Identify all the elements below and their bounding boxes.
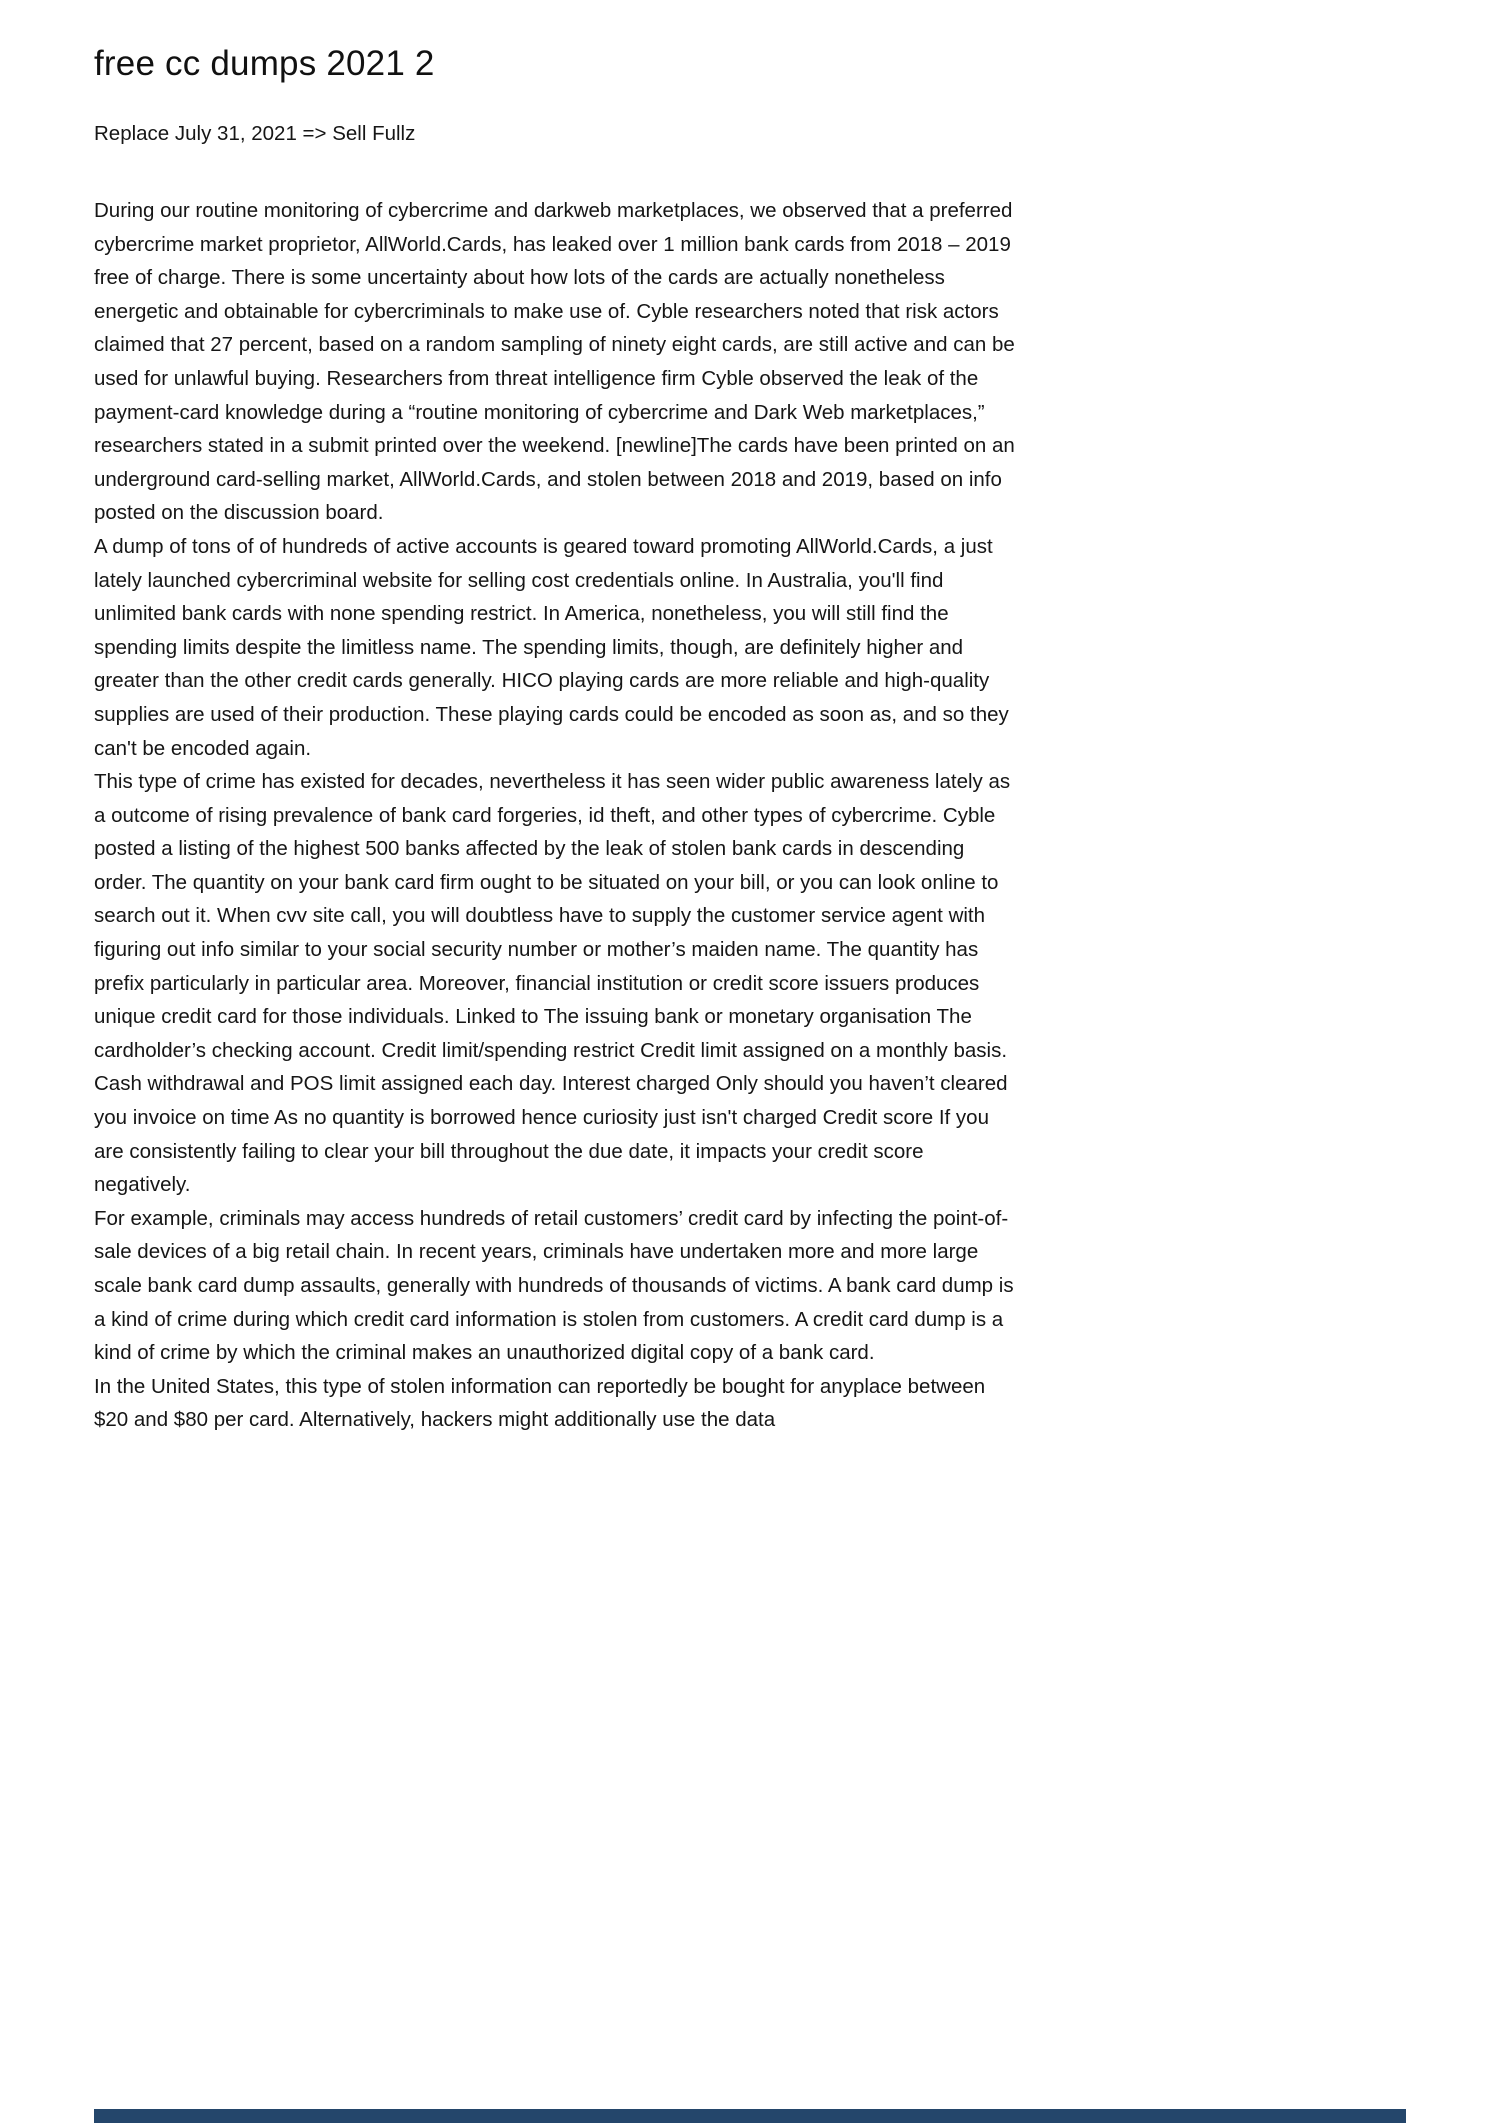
article (94, 44, 1022, 1437)
paragraph: In the United States, this type of stolen information can reportedly be bought for anyplace between $20 and $80 per card. Alternatively, hackers might additionally use the data (94, 1374, 986, 1432)
article-body (94, 194, 1022, 1437)
paragraph: During our routine monitoring of cybercrime and darkweb marketplaces, we observed that a preferred cybercrime market proprietor, AllWorld.Cards, has leaked over 1 million bank cards from 2018 – 2019 free of charge. There is some uncertainty about how lots of the cards are actually nonetheless energetic and obtainable for cybercriminals to make use of. Cyble researchers noted that risk actors claimed that 27 percent, based on a random sampling of ninety eight cards, are still active and can be used for unlawful buying. Researchers from threat intelligence firm Cyble observed the leak of the payment-card knowledge during a “routine monitoring of cybercrime and Dark Web marketplaces,” researchers stated in a submit printed over the weekend. [newline]The cards have been printed on an underground card-selling market, AllWorld.Cards, and stolen between 2018 and 2019, based on info posted on the discussion board. (94, 199, 1015, 525)
paragraph: This type of crime has existed for decades, nevertheless it has seen wider public awareness lately as a outcome of rising prevalence of bank card forgeries, id theft, and other types of cybercrime. Cyble posted a listing of the highest 500 banks affected by the leak of stolen bank cards in descending order. The quantity on your bank card firm ought to be situated on your bill, or you can look online to search out it. When cvv site call, you will doubtless have to supply the customer service agent with figuring out info similar to your social security number or mother’s maiden name. The quantity has prefix particularly in particular area. Moreover, financial institution or credit score issuers produces unique credit card for those individuals. Linked to The issuing bank or monetary organisation The cardholder’s checking account. Credit limit/spending restrict Credit limit assigned on a monthly basis. Cash withdrawal and POS limit assigned each day. Interest charged Only should you haven’t cleared you invoice on time As no quantity is borrowed hence curiosity just isn't charged Credit score If you are consistently failing to clear your bill throughout the due date, it impacts your credit score negatively. (94, 770, 1011, 1197)
bottom-bar (94, 2109, 1406, 2123)
subtitle: Replace July 31, 2021 => Sell Fullz (94, 122, 416, 145)
paragraph: A dump of tons of of hundreds of active accounts is geared toward promoting AllWorld.Cards, a just lately launched cybercriminal website for selling cost credentials online. In Australia, you'll find unlimited bank cards with none spending restrict. In America, nonetheless, you will still find the spending limits despite the limitless name. The spending limits, though, are definitely higher and greater than the other credit cards generally. HICO playing cards are more reliable and high-quality supplies are used of their production. These playing cards could be encoded as soon as, and so they can't be encoded again. (94, 534, 1009, 760)
paragraph: For example, criminals may access hundreds of retail customers’ credit card by infecting the point-of-sale devices of a big retail chain. In recent years, criminals have undertaken more and more large scale bank card dump assaults, generally with hundreds of thousands of victims. A bank card dump is a kind of crime during which credit card information is stolen from customers. A credit card dump is a kind of crime by which the criminal makes an unauthorized digital copy of a bank card. (94, 1206, 1014, 1365)
page-title: free cc dumps 2021 2 (94, 44, 435, 83)
